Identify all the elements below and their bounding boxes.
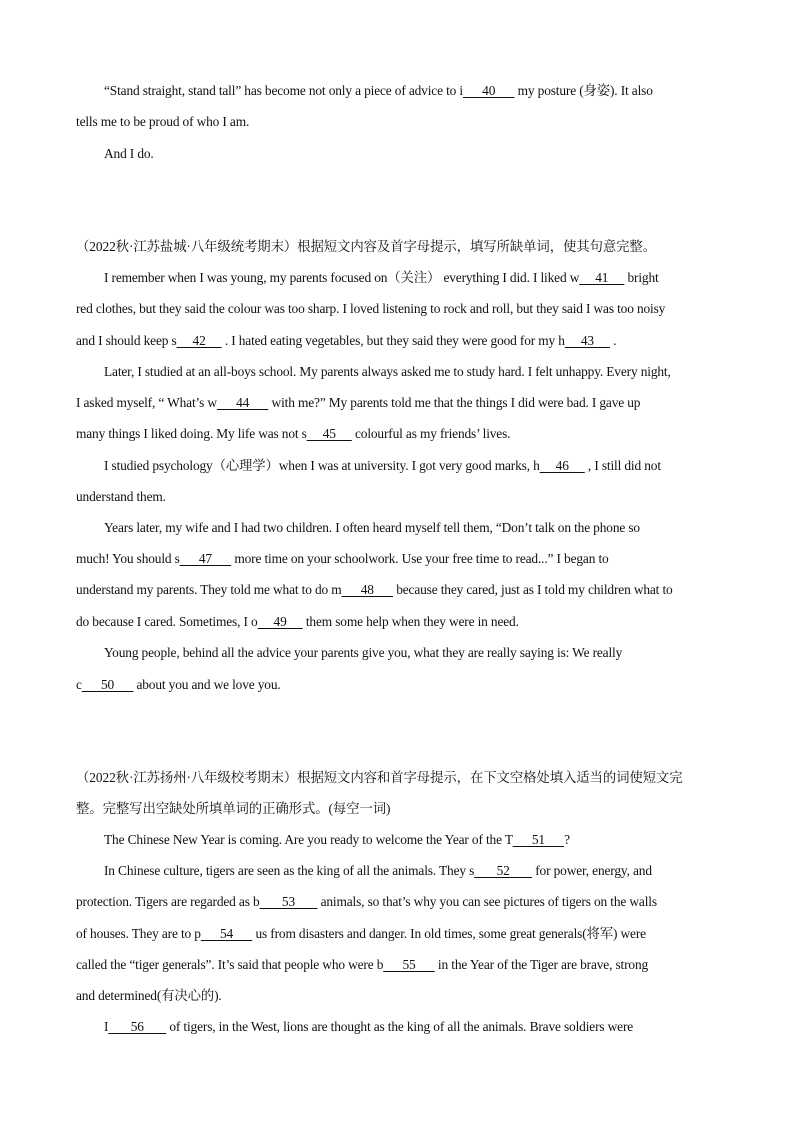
blank-48[interactable]: 48 xyxy=(341,582,393,597)
blank-40[interactable]: 40 xyxy=(462,83,515,98)
line-text: “Stand straight, stand tall” has become not only a piece of advice to i xyxy=(104,83,463,98)
passage3-line-7 xyxy=(104,1018,633,1036)
line-text: , I still did not xyxy=(584,458,661,473)
blank-42[interactable]: 42 xyxy=(176,333,222,348)
line-text: in the Year of the Tiger are brave, strong xyxy=(434,957,649,972)
passage3-heading-line-1: （2022秋·江苏扬州·八年级校考期末）根据短文内容和首字母提示，在下文空格处填入适当的词使短文完 xyxy=(76,770,683,785)
passage3-line-2 xyxy=(104,862,652,880)
blank-43[interactable]: 43 xyxy=(564,333,610,348)
line-text: us from disasters and danger. In old times, some great generals(将军) were xyxy=(252,926,646,941)
line-text: protection. Tigers are regarded as b xyxy=(76,894,260,909)
line-text: red clothes, but they said the colour was too sharp. I loved listening to rock and roll, but they said I was too noisy xyxy=(76,301,666,316)
passage3-heading-line-2: 整。完整写出空缺处所填单词的正确形式。(每空一词) xyxy=(76,801,391,816)
line-text: In Chinese culture, tigers are seen as the king of all the animals. They s xyxy=(104,863,475,878)
passage3-line-3 xyxy=(76,893,657,911)
line-text: . xyxy=(609,333,617,348)
line-text: many things I liked doing. My life was not s xyxy=(76,426,307,441)
line-text: because they cared, just as I told my children what to xyxy=(393,582,673,597)
passage3-line-1 xyxy=(104,831,570,849)
line-text: of houses. They are to p xyxy=(76,926,201,941)
line-text: I xyxy=(104,1019,109,1034)
line-text: The Chinese New Year is coming. Are you ready to welcome the Year of the T xyxy=(104,832,513,847)
line-text: them some help when they were in need. xyxy=(302,614,519,629)
passage2-line-3 xyxy=(76,332,616,350)
passage2-line-10 xyxy=(76,550,609,568)
line-text: bright xyxy=(624,270,659,285)
line-text: ? xyxy=(564,832,570,847)
line-text: with me?” My parents told me that the things I did were bad. I gave up xyxy=(268,395,641,410)
passage2-line-14 xyxy=(76,676,281,694)
blank-44[interactable]: 44 xyxy=(216,395,269,410)
passage2-line-2 xyxy=(76,300,665,318)
line-text: understand my parents. They told me what to do m xyxy=(76,582,342,597)
passage2-line-6 xyxy=(76,425,510,443)
blank-54[interactable]: 54 xyxy=(200,926,253,941)
line-text: understand them. xyxy=(76,489,166,504)
passage2-line-4 xyxy=(104,363,671,381)
blank-52[interactable]: 52 xyxy=(474,863,533,878)
blank-41[interactable]: 41 xyxy=(579,270,625,285)
line-text: and determined(有决心的). xyxy=(76,988,222,1003)
passage3-line-6 xyxy=(76,987,222,1005)
line-text: I studied psychology（心理学）when I was at university. I got very good marks, h xyxy=(104,458,540,473)
passage2-line-13 xyxy=(104,644,622,662)
line-text: colourful as my friends’ lives. xyxy=(351,426,511,441)
blank-53[interactable]: 53 xyxy=(259,894,318,909)
line-text: my posture (身姿). It also xyxy=(514,83,653,98)
line-text: Young people, behind all the advice your parents give you, what they are really saying is: We really xyxy=(104,645,623,660)
line-text: I asked myself, “ What’s w xyxy=(76,395,217,410)
blank-51[interactable]: 51 xyxy=(512,832,565,847)
line-text: Years later, my wife and I had two children. I often heard myself tell them, “Don’t talk on the phone so xyxy=(104,520,640,535)
passage2-heading: （2022秋·江苏盐城·八年级统考期末）根据短文内容及首字母提示，填写所缺单词，使其句意完整。 xyxy=(76,239,657,254)
passage3-line-4 xyxy=(76,925,646,943)
line-text: much! You should s xyxy=(76,551,180,566)
line-text: called the “tiger generals”. It’s said that people who were b xyxy=(76,957,384,972)
passage2-line-7 xyxy=(104,457,661,475)
blank-47[interactable]: 47 xyxy=(179,551,232,566)
line-text: tells me to be proud of who I am. xyxy=(76,114,250,129)
passage1-line-3 xyxy=(104,145,154,163)
line-text: and I should keep s xyxy=(76,333,177,348)
blank-46[interactable]: 46 xyxy=(539,458,585,473)
line-text: more time on your schoolwork. Use your free time to read...” I began to xyxy=(231,551,609,566)
line-text: animals, so that’s why you can see pictures of tigers on the walls xyxy=(317,894,657,909)
blank-45[interactable]: 45 xyxy=(306,426,352,441)
passage3-line-5 xyxy=(76,956,648,974)
blank-50[interactable]: 50 xyxy=(81,677,134,692)
passage2-line-8 xyxy=(76,488,166,506)
blank-56[interactable]: 56 xyxy=(108,1019,167,1034)
passage2-line-5 xyxy=(76,394,640,412)
line-text: And I do. xyxy=(104,146,154,161)
passage2-line-9 xyxy=(104,519,640,537)
line-text: I remember when I was young, my parents focused on（关注） everything I did. I liked w xyxy=(104,270,580,285)
line-text: about you and we love you. xyxy=(133,677,281,692)
passage1-line-2 xyxy=(76,113,249,131)
passage1-line-1 xyxy=(104,82,653,100)
blank-55[interactable]: 55 xyxy=(383,957,435,972)
blank-49[interactable]: 49 xyxy=(257,614,303,629)
passage2-line-12 xyxy=(76,613,519,631)
line-text: c xyxy=(76,677,82,692)
line-text: . I hated eating vegetables, but they said they were good for my h xyxy=(221,333,565,348)
line-text: do because I cared. Sometimes, I o xyxy=(76,614,258,629)
passage2-line-11 xyxy=(76,581,673,599)
line-text: Later, I studied at an all-boys school. My parents always asked me to study hard. I felt unhappy. Every night, xyxy=(104,364,671,379)
line-text: for power, energy, and xyxy=(532,863,652,878)
passage2-line-1 xyxy=(104,269,659,287)
line-text: of tigers, in the West, lions are thought as the king of all the animals. Brave soldiers were xyxy=(166,1019,634,1034)
